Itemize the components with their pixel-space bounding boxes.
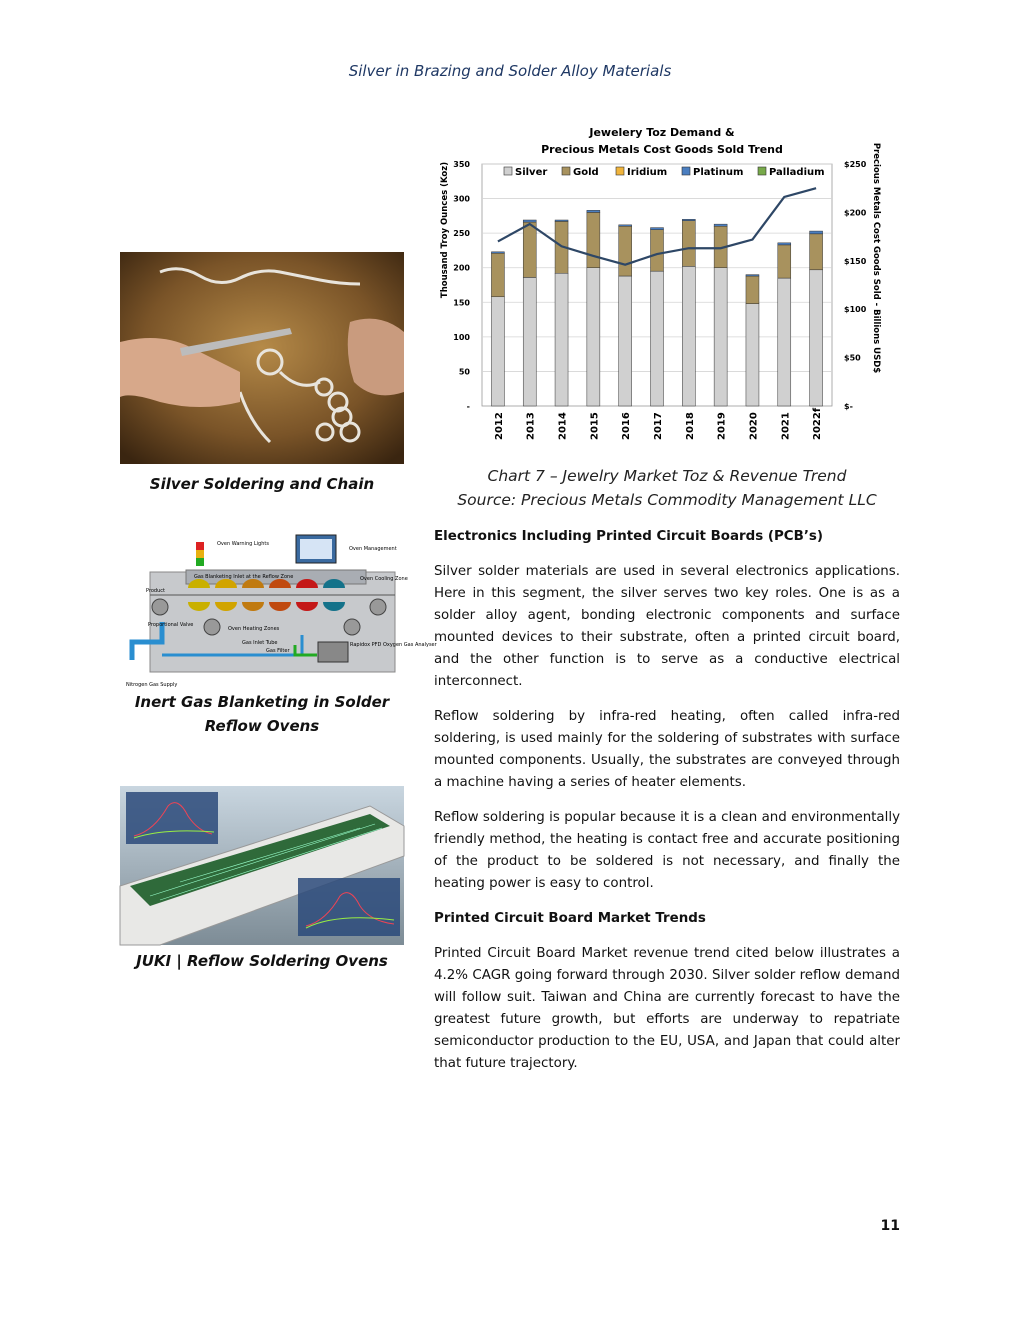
- bar-platinum: [651, 228, 664, 230]
- x-tick-label: 2015: [589, 412, 601, 440]
- y-tick-label: -: [466, 402, 470, 411]
- legend-swatch-silver: [504, 167, 512, 175]
- bar-silver: [714, 268, 727, 406]
- y2-tick-label: $50: [844, 353, 861, 363]
- section-heading-pcb-trends: Printed Circuit Board Market Trends: [434, 911, 706, 926]
- label-cooling: Oven Cooling Zone: [360, 576, 408, 582]
- chart-caption-line2: Source: Precious Metals Commodity Management LLC: [457, 491, 877, 509]
- x-tick-label: 2012: [493, 412, 505, 440]
- y-tick-label: 150: [453, 298, 470, 308]
- photo2-caption-line2: Reflow Ovens: [204, 717, 320, 735]
- legend-swatch-platinum: [682, 167, 690, 175]
- bar-platinum: [491, 252, 504, 253]
- bar-platinum: [778, 243, 791, 245]
- legend-label-platinum: Platinum: [693, 167, 744, 178]
- y2-tick-label: $250: [844, 160, 867, 169]
- label-valve: Proportional Valve: [148, 622, 194, 628]
- bar-platinum: [587, 210, 600, 212]
- bar-silver: [746, 304, 759, 406]
- label-blanketing: Gas Blanketing Inlet at the Reflow Zone: [194, 574, 294, 580]
- juki-oven-photo: [120, 786, 404, 945]
- bar-gold: [523, 222, 536, 277]
- y-tick-label: 100: [453, 332, 470, 342]
- bar-silver: [587, 268, 600, 406]
- bar-gold: [778, 245, 791, 278]
- chart-y2label: Precious Metals Cost Goods Sold - Billions USD$: [871, 142, 881, 374]
- paragraph-3: Reflow soldering is popular because it is a clean and environmentally friendly method, the heating is contact free and accurate positioning of the product to be soldered is not necessary, and finally the heating power is easy to control.: [434, 810, 900, 891]
- bar-platinum: [714, 224, 727, 226]
- chart-title-line1: Jewelery Toz Demand &: [589, 126, 735, 139]
- chart-caption: [434, 464, 900, 512]
- bar-gold: [682, 221, 695, 267]
- bar-gold: [810, 234, 823, 270]
- bar-silver: [778, 278, 791, 406]
- x-tick-label: 2018: [684, 412, 696, 440]
- bar-gold: [651, 230, 664, 271]
- label-management: Oven Management: [349, 546, 397, 552]
- x-tick-label: 2014: [557, 412, 569, 440]
- x-tick-label: 2022f: [812, 407, 824, 440]
- label-product: Product: [146, 588, 165, 594]
- bar-gold: [746, 276, 759, 304]
- y-tick-label: 300: [453, 194, 470, 204]
- label-warning: Oven Warning Lights: [217, 541, 269, 547]
- x-tick-label: 2016: [621, 412, 633, 440]
- bar-gold: [587, 212, 600, 267]
- bar-platinum: [682, 219, 695, 220]
- label-heating: Oven Heating Zones: [228, 626, 280, 632]
- y-tick-label: 350: [453, 160, 470, 169]
- paragraph-2: Reflow soldering by infra-red heating, often called infra-red soldering, is used mainly for the soldering of substrates with surface mounted components. Usually, the substrates are conveyed through a machine having a series of heater elements.: [434, 709, 900, 790]
- bar-silver: [651, 271, 664, 406]
- bar-silver: [810, 270, 823, 406]
- x-tick-label: 2013: [525, 412, 537, 440]
- legend-label-palladium: Palladium: [769, 167, 825, 178]
- silver-soldering-photo: [120, 252, 404, 464]
- bar-platinum: [746, 275, 759, 276]
- body-text: [434, 526, 900, 1088]
- y-tick-label: 250: [453, 229, 470, 239]
- x-tick-label: 2021: [780, 412, 792, 440]
- bar-silver: [619, 276, 632, 406]
- bar-silver: [682, 266, 695, 406]
- chart-ylabel: Thousand Troy Ounces (Koz): [440, 161, 450, 299]
- cogs-trend-line: [498, 188, 816, 264]
- legend-label-gold: Gold: [573, 167, 599, 178]
- page-number: 11: [880, 1218, 900, 1234]
- label-gas-filter: Gas Filter: [266, 648, 290, 654]
- y2-tick-label: $100: [844, 305, 867, 315]
- bar-platinum: [523, 220, 536, 222]
- photo3-caption: JUKI | Reflow Soldering Ovens: [136, 952, 388, 970]
- label-analyzer: Rapidox PFD Oxygen Gas Analyser: [350, 642, 437, 648]
- y-tick-label: 50: [458, 367, 470, 377]
- y2-tick-label: $200: [844, 208, 867, 218]
- legend-swatch-palladium: [758, 167, 766, 175]
- bar-gold: [491, 253, 504, 297]
- photo2-caption-line1: Inert Gas Blanketing in Solder: [134, 693, 390, 711]
- bar-platinum: [619, 225, 632, 226]
- legend-swatch-gold: [562, 167, 570, 175]
- x-tick-label: 2020: [748, 412, 760, 440]
- paragraph-4: Printed Circuit Board Market revenue trend cited below illustrates a 4.2% CAGR going forward through 2030. Silver solder reflow demand will follow suit. Taiwan and China are currently forecast to have the greatest future growth, but efforts are underway to repatriate semiconductor production to the EU, USA, and Japan that could alter that future trajectory.: [434, 946, 900, 1071]
- photo2-caption: [120, 690, 404, 738]
- chart-caption-line1: Chart 7 – Jewelry Market Toz & Revenue Trend: [487, 467, 847, 485]
- label-gas-inlet: Gas Inlet Tube: [242, 640, 278, 646]
- paragraph-1: Silver solder materials are used in several electronics applications. Here in this segment, the silver serves two key roles. One is as a solder alloy agent, bonding electronic components and surface mounted devices to their substrate, often a printed circuit board, and the other function is to serve as a conductive electrical interconnect.: [434, 564, 900, 689]
- y-tick-label: 200: [453, 263, 470, 273]
- legend-label-iridium: Iridium: [627, 167, 668, 178]
- bar-platinum: [555, 220, 568, 221]
- chart-title-line2: Precious Metals Cost Goods Sold Trend: [541, 143, 783, 156]
- y2-tick-label: $-: [844, 402, 853, 411]
- bar-gold: [619, 226, 632, 276]
- bar-platinum: [810, 231, 823, 234]
- reflow-oven-diagram: [120, 530, 437, 690]
- x-tick-label: 2019: [716, 412, 728, 440]
- y2-tick-label: $150: [844, 256, 867, 266]
- bar-silver: [491, 297, 504, 406]
- section-heading-electronics: Electronics Including Printed Circuit Boards (PCB’s): [434, 529, 824, 544]
- x-tick-label: 2017: [653, 412, 664, 440]
- bar-silver: [523, 277, 536, 406]
- page-header-title: Silver in Brazing and Solder Alloy Materials: [348, 62, 672, 80]
- photo1-caption: Silver Soldering and Chain: [149, 475, 375, 493]
- legend-swatch-iridium: [616, 167, 624, 175]
- bar-silver: [555, 273, 568, 406]
- label-nitrogen: Nitrogen Gas Supply: [126, 682, 178, 688]
- legend-label-silver: Silver: [515, 167, 548, 178]
- jewelry-demand-chart: [434, 122, 884, 452]
